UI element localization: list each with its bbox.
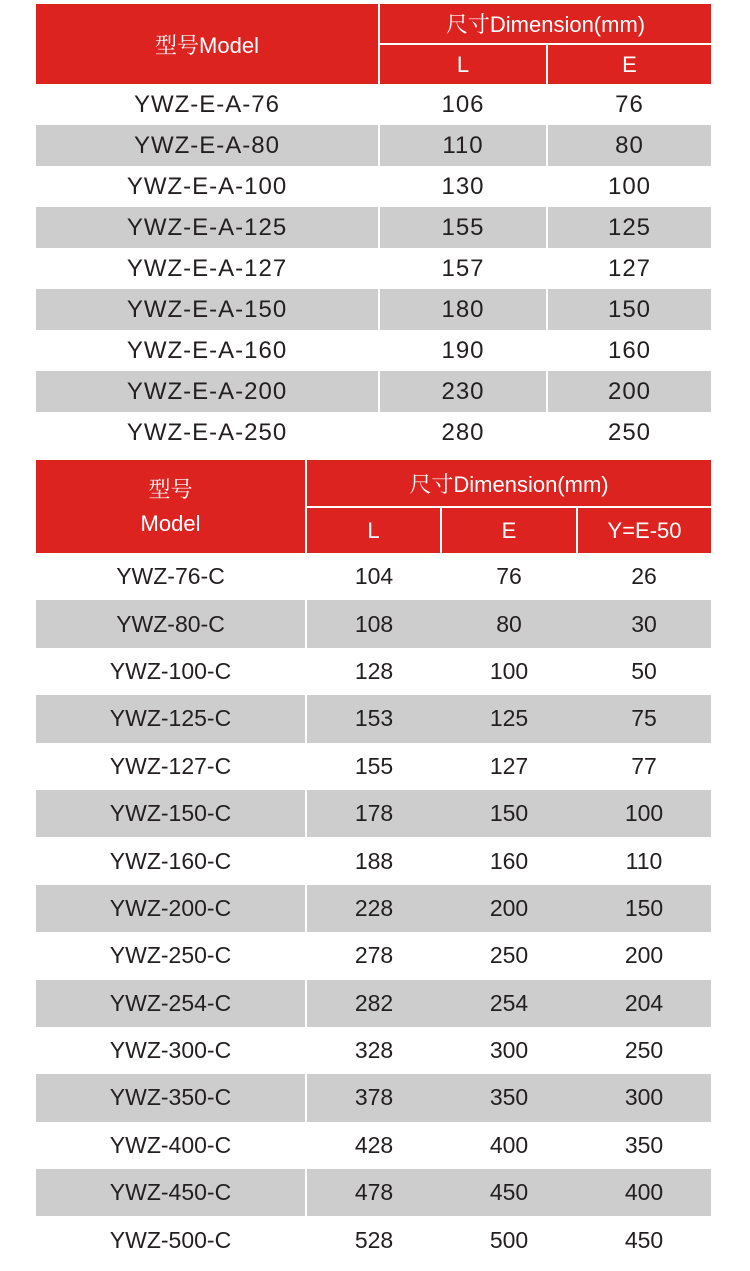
l-cell: 228: [306, 885, 441, 932]
table-row: [36, 600, 711, 647]
table-row: [36, 371, 711, 412]
header-model: [36, 460, 306, 553]
e-cell: 200: [547, 371, 711, 412]
table-row: [36, 980, 711, 1027]
y-cell: 30: [577, 600, 711, 647]
l-cell: 378: [306, 1074, 441, 1121]
e-cell: 80: [441, 600, 577, 647]
l-cell: 190: [379, 330, 547, 371]
table-row: [36, 553, 711, 600]
model-cell: YWZ-450-C: [36, 1169, 306, 1216]
y-cell: 77: [577, 743, 711, 790]
model-cell: YWZ-150-C: [36, 790, 306, 837]
l-cell: 157: [379, 248, 547, 289]
table-row: [36, 330, 711, 371]
model-cell: YWZ-300-C: [36, 1027, 306, 1074]
model-cell: YWZ-E-A-127: [36, 248, 379, 289]
model-cell: YWZ-E-A-80: [36, 125, 379, 166]
header-model: 型号Model: [36, 4, 379, 84]
y-cell: 110: [577, 837, 711, 884]
table-row: [36, 695, 711, 742]
l-cell: 328: [306, 1027, 441, 1074]
header-l: L: [306, 507, 441, 553]
l-cell: 104: [306, 553, 441, 600]
e-cell: 250: [547, 412, 711, 453]
model-cell: YWZ-76-C: [36, 553, 306, 600]
e-cell: 76: [547, 84, 711, 125]
e-cell: 350: [441, 1074, 577, 1121]
e-cell: 254: [441, 980, 577, 1027]
e-cell: 100: [441, 648, 577, 695]
e-cell: 100: [547, 166, 711, 207]
table-row: [36, 289, 711, 330]
y-cell: 150: [577, 885, 711, 932]
table-row: [36, 837, 711, 884]
e-cell: 127: [547, 248, 711, 289]
e-cell: 200: [441, 885, 577, 932]
table-row: [36, 648, 711, 695]
model-cell: YWZ-160-C: [36, 837, 306, 884]
model-cell: YWZ-100-C: [36, 648, 306, 695]
y-cell: 50: [577, 648, 711, 695]
model-cell: YWZ-E-A-160: [36, 330, 379, 371]
y-cell: 204: [577, 980, 711, 1027]
model-cell: YWZ-250-C: [36, 932, 306, 979]
l-cell: 128: [306, 648, 441, 695]
model-cell: YWZ-E-A-200: [36, 371, 379, 412]
table-row: [36, 207, 711, 248]
model-cell: YWZ-400-C: [36, 1122, 306, 1169]
header-dimension: 尺寸Dimension(mm): [379, 4, 711, 44]
l-cell: 130: [379, 166, 547, 207]
table-row: [36, 1169, 711, 1216]
e-cell: 160: [441, 837, 577, 884]
e-cell: 80: [547, 125, 711, 166]
y-cell: 75: [577, 695, 711, 742]
model-cell: YWZ-E-A-100: [36, 166, 379, 207]
table-row: [36, 743, 711, 790]
e-cell: 127: [441, 743, 577, 790]
model-cell: YWZ-125-C: [36, 695, 306, 742]
l-cell: 188: [306, 837, 441, 884]
y-cell: 100: [577, 790, 711, 837]
model-cell: YWZ-E-A-250: [36, 412, 379, 453]
l-cell: 108: [306, 600, 441, 647]
table-row: [36, 1027, 711, 1074]
header-e: E: [441, 507, 577, 553]
l-cell: 155: [306, 743, 441, 790]
table-row: [36, 412, 711, 453]
model-cell: YWZ-200-C: [36, 885, 306, 932]
model-cell: YWZ-500-C: [36, 1216, 306, 1263]
model-cell: YWZ-350-C: [36, 1074, 306, 1121]
l-cell: 110: [379, 125, 547, 166]
header-model-en: Model: [140, 510, 201, 536]
l-cell: 153: [306, 695, 441, 742]
y-cell: 250: [577, 1027, 711, 1074]
header-e: E: [547, 44, 711, 84]
model-cell: YWZ-254-C: [36, 980, 306, 1027]
spec-table-ywz-c: [36, 460, 711, 1264]
l-cell: 478: [306, 1169, 441, 1216]
l-cell: 106: [379, 84, 547, 125]
model-cell: YWZ-E-A-125: [36, 207, 379, 248]
table-row: [36, 790, 711, 837]
table-row: [36, 166, 711, 207]
l-cell: 180: [379, 289, 547, 330]
e-cell: 76: [441, 553, 577, 600]
l-cell: 155: [379, 207, 547, 248]
e-cell: 125: [441, 695, 577, 742]
e-cell: 125: [547, 207, 711, 248]
y-cell: 350: [577, 1122, 711, 1169]
header-model-cn: 型号: [148, 476, 193, 502]
y-cell: 400: [577, 1169, 711, 1216]
l-cell: 528: [306, 1216, 441, 1263]
e-cell: 150: [441, 790, 577, 837]
l-cell: 282: [306, 980, 441, 1027]
model-cell: YWZ-E-A-150: [36, 289, 379, 330]
e-cell: 500: [441, 1216, 577, 1263]
l-cell: 178: [306, 790, 441, 837]
y-cell: 200: [577, 932, 711, 979]
y-cell: 450: [577, 1216, 711, 1263]
l-cell: 230: [379, 371, 547, 412]
l-cell: 428: [306, 1122, 441, 1169]
e-cell: 450: [441, 1169, 577, 1216]
e-cell: 150: [547, 289, 711, 330]
model-cell: YWZ-E-A-76: [36, 84, 379, 125]
model-cell: YWZ-80-C: [36, 600, 306, 647]
e-cell: 160: [547, 330, 711, 371]
table-row: [36, 84, 711, 125]
l-cell: 278: [306, 932, 441, 979]
header-l: L: [379, 44, 547, 84]
table-row: [36, 1122, 711, 1169]
model-cell: YWZ-127-C: [36, 743, 306, 790]
header-dimension: 尺寸Dimension(mm): [306, 460, 711, 507]
spec-table-ywz-e-a: [36, 4, 711, 453]
header-y: Y=E-50: [577, 507, 711, 553]
l-cell: 280: [379, 412, 547, 453]
table-row: [36, 885, 711, 932]
table-row: [36, 932, 711, 979]
table-row: [36, 125, 711, 166]
e-cell: 250: [441, 932, 577, 979]
e-cell: 300: [441, 1027, 577, 1074]
table-row: [36, 248, 711, 289]
e-cell: 400: [441, 1122, 577, 1169]
table-row: [36, 1074, 711, 1121]
y-cell: 300: [577, 1074, 711, 1121]
y-cell: 26: [577, 553, 711, 600]
table-row: [36, 1216, 711, 1263]
